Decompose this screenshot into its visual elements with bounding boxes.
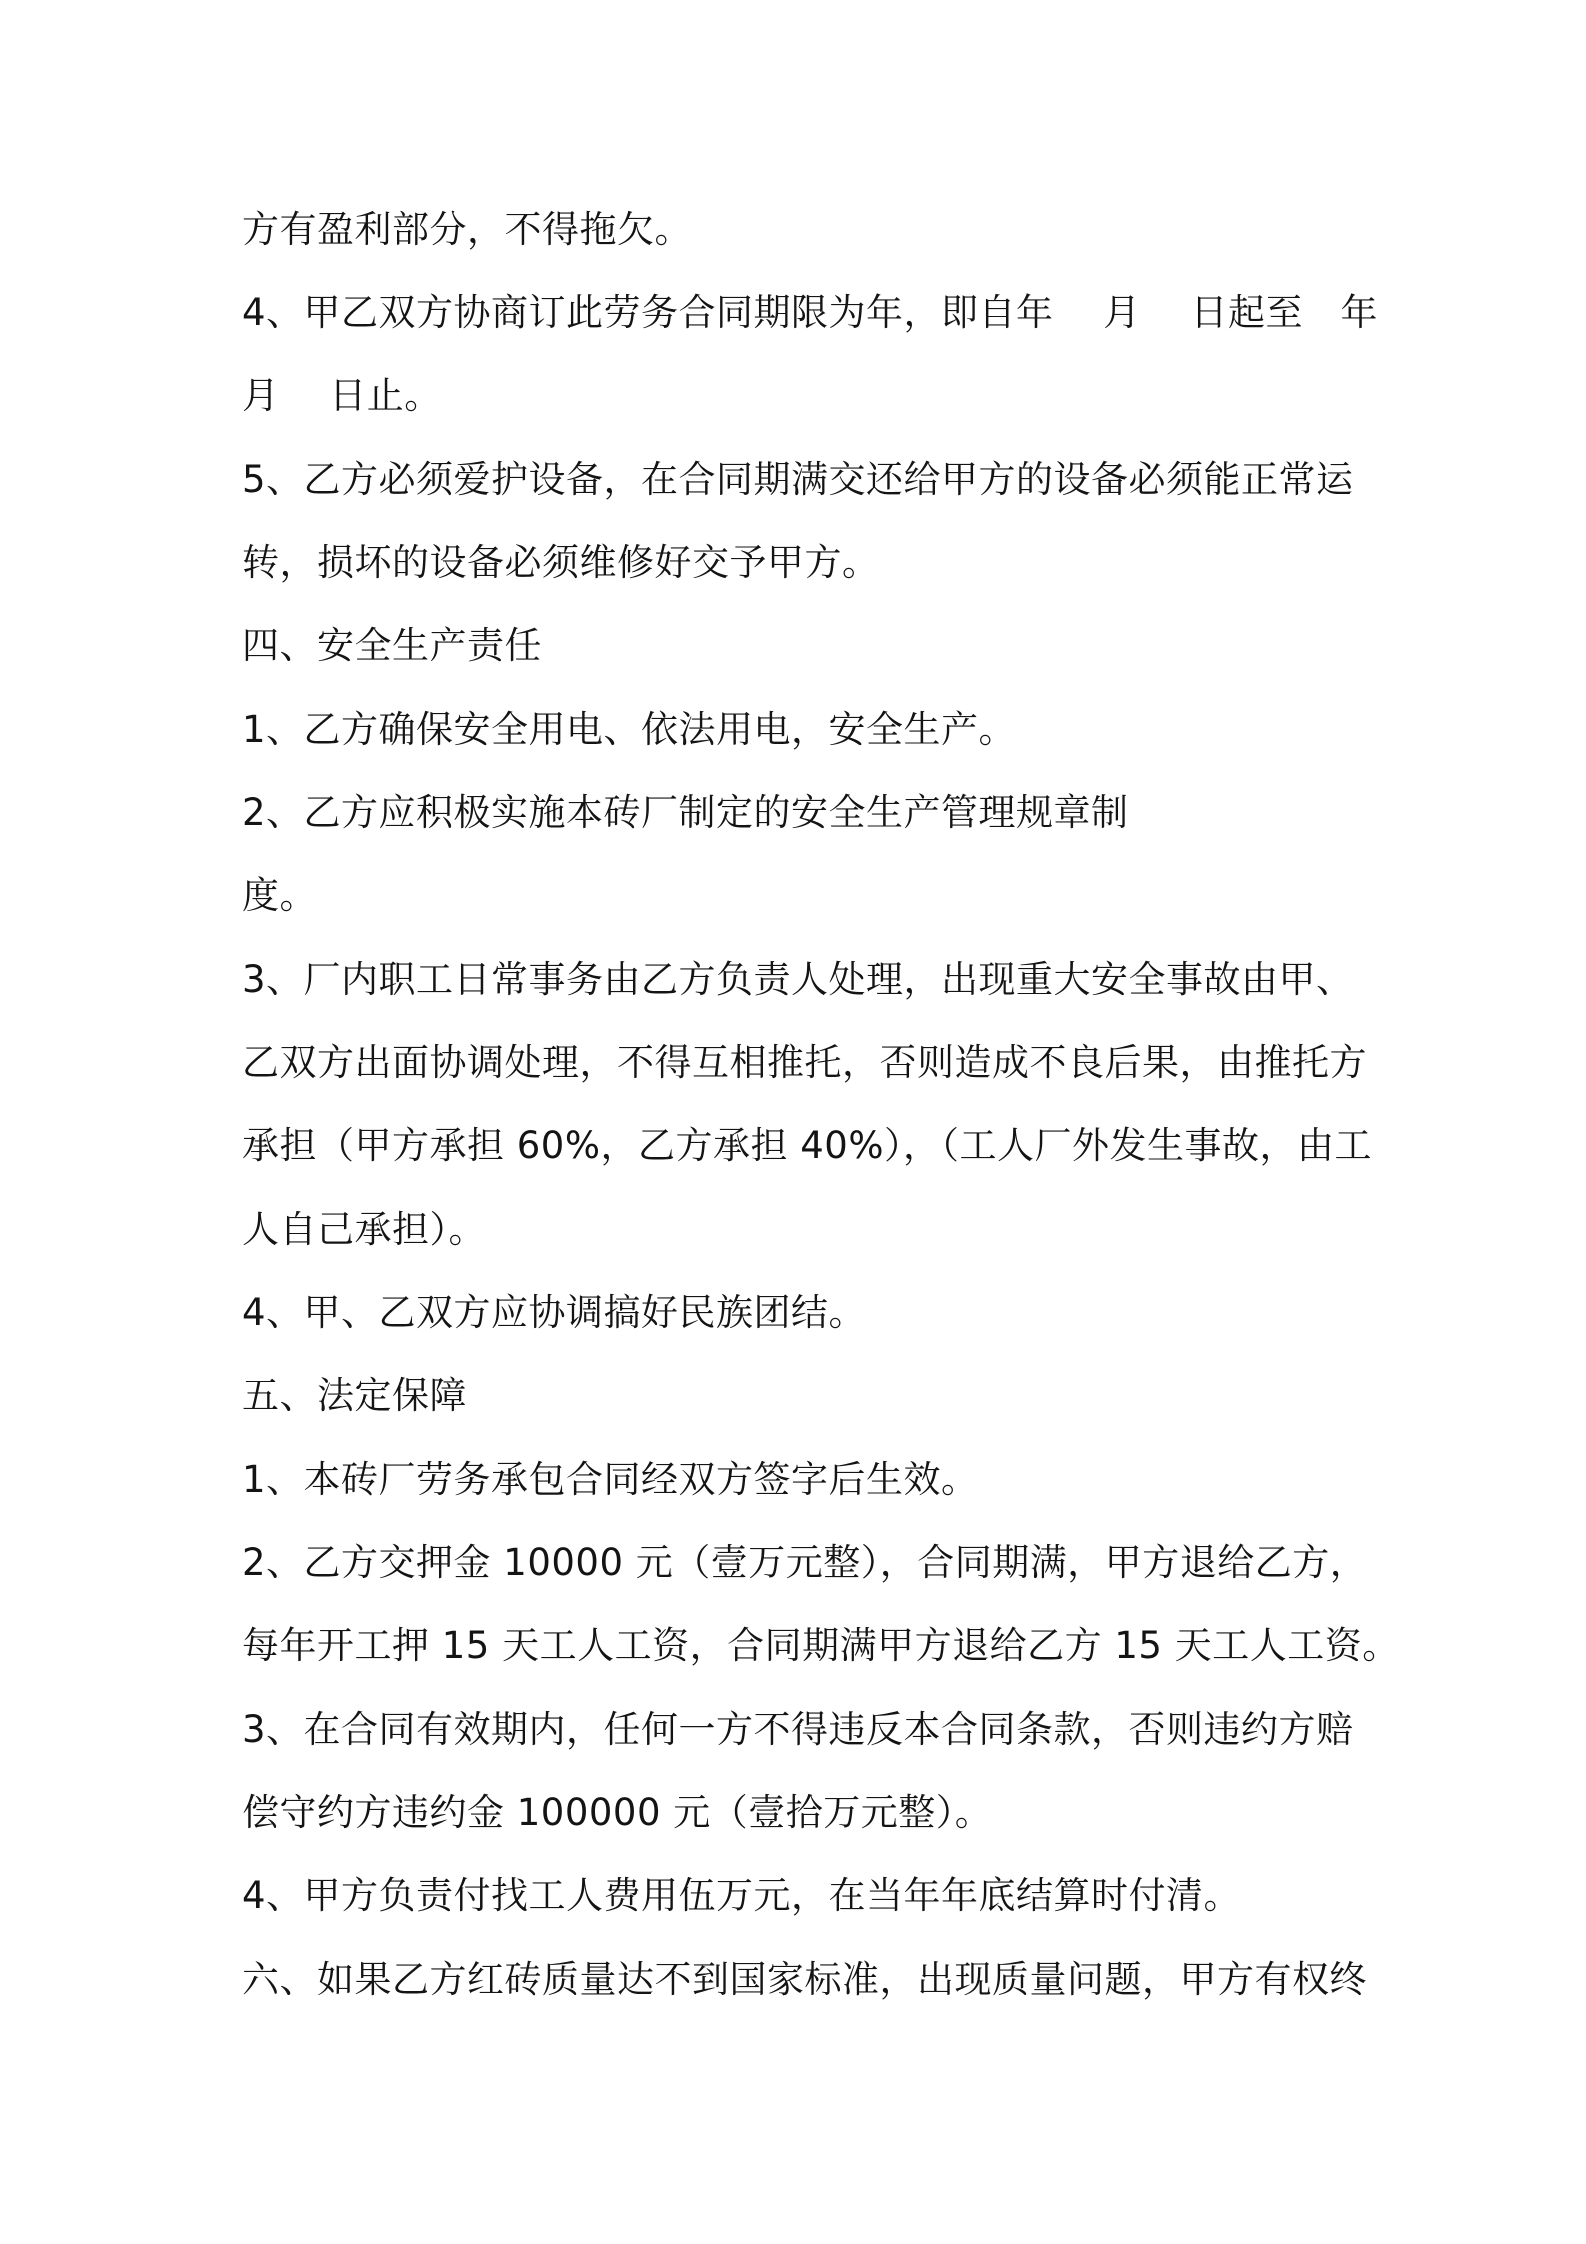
text-line: 人自己承担）。 <box>242 1208 486 1251</box>
text-line: 1、本砖厂劳务承包合同经双方签字后生效。 <box>242 1458 979 1501</box>
section-heading: 五、法定保障 <box>242 1374 467 1417</box>
text-line: 2、乙方交押金 10000 元（壹万元整），合同期满，甲方退给乙方， <box>242 1541 1368 1584</box>
text-line: 每年开工押 15 天工人工资，合同期满甲方退给乙方 15 天工人工资。 <box>242 1624 1400 1667</box>
text-line: 5、乙方必须爱护设备，在合同期满交还给甲方的设备必须能正常运 <box>242 458 1354 501</box>
text-line: 4、甲乙双方协商订此劳务合同期限为年，即自年 月 日起至 年 <box>242 291 1379 334</box>
text-line: 4、甲方负责付找工人费用伍万元，在当年年底结算时付清。 <box>242 1874 1242 1917</box>
text-line: 1、乙方确保安全用电、依法用电，安全生产。 <box>242 708 1017 751</box>
section-heading: 四、安全生产责任 <box>242 624 542 667</box>
text-line: 4、甲、乙双方应协调搞好民族团结。 <box>242 1291 867 1334</box>
section-heading: 六、如果乙方红砖质量达不到国家标准，出现质量问题，甲方有权终 <box>242 1958 1367 2001</box>
text-line: 3、厂内职工日常事务由乙方负责人处理，出现重大安全事故由甲、 <box>242 958 1354 1001</box>
text-line: 2、乙方应积极实施本砖厂制定的安全生产管理规章制 <box>242 791 1129 834</box>
text-line: 承担（甲方承担 60%，乙方承担 40%），（工人厂外发生事故，由工 <box>242 1124 1372 1167</box>
text-line: 月 日止。 <box>242 374 442 417</box>
text-line: 偿守约方违约金 100000 元（壹拾万元整）。 <box>242 1791 993 1834</box>
text-line: 转，损坏的设备必须维修好交予甲方。 <box>242 541 880 584</box>
text-line: 度。 <box>242 874 317 917</box>
text-line: 乙双方出面协调处理，不得互相推托，否则造成不良后果，由推托方 <box>242 1041 1367 1084</box>
text-line: 方有盈利部分，不得拖欠。 <box>242 208 692 251</box>
text-line: 3、在合同有效期内，任何一方不得违反本合同条款，否则违约方赔 <box>242 1708 1354 1751</box>
